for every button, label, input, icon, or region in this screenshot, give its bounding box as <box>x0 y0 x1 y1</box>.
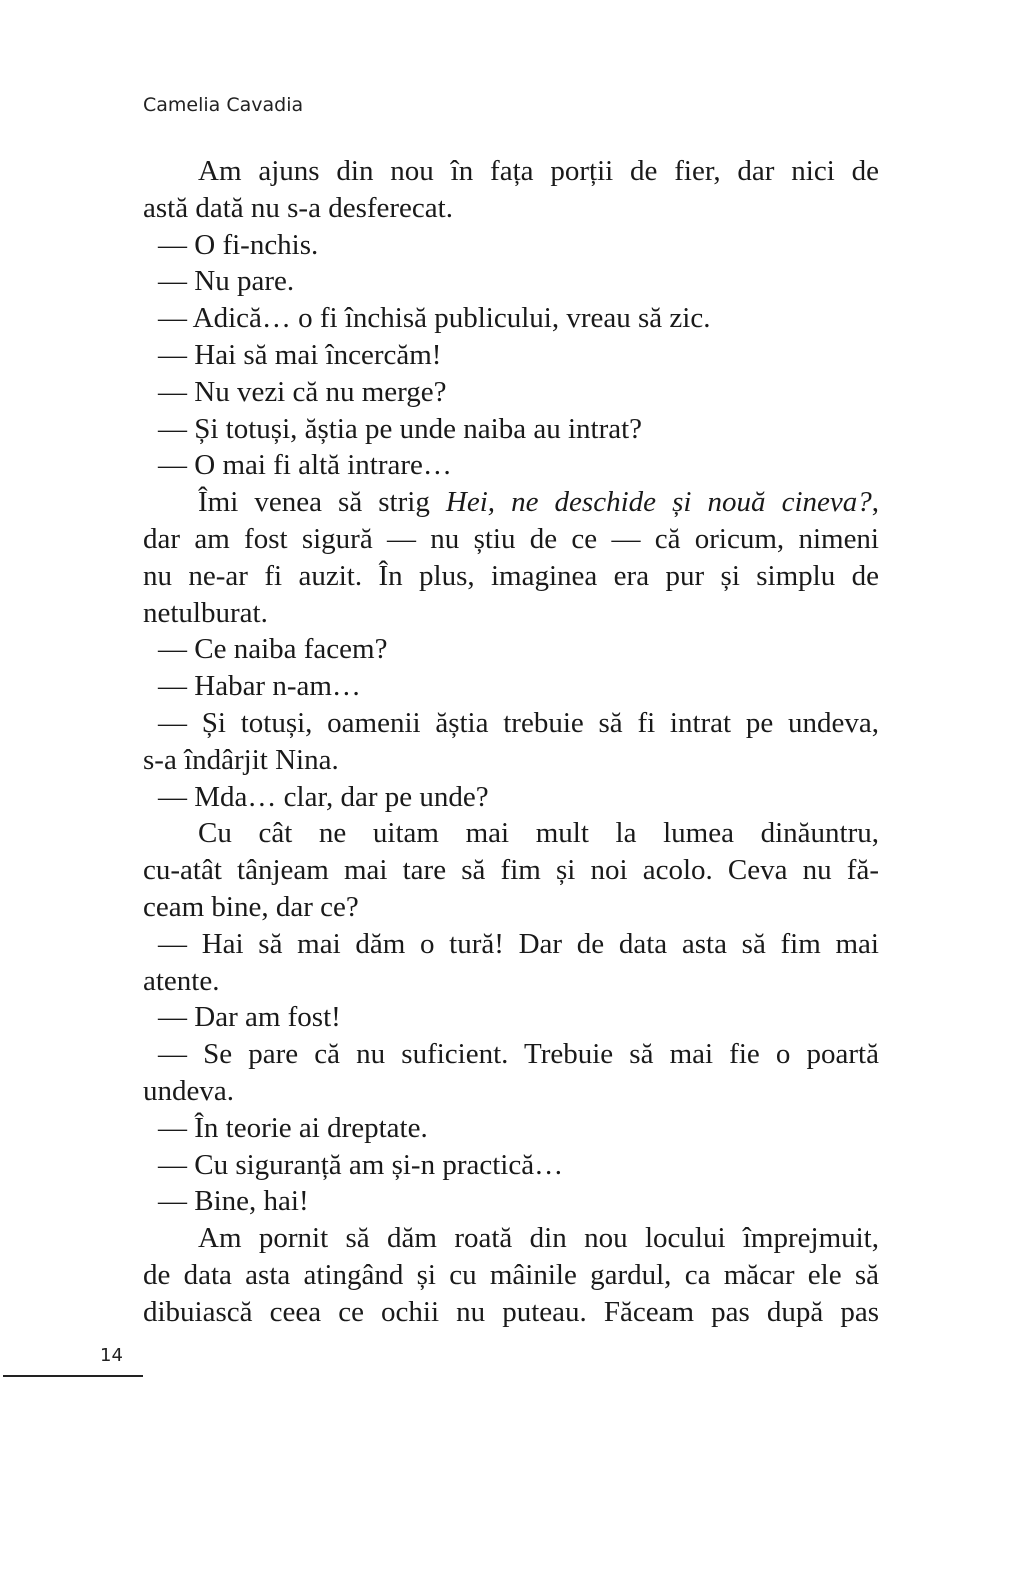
text-line: netulburat. <box>143 596 268 629</box>
text-line: Am ajuns din nou în fața porții de fier, dar nici de <box>198 155 879 187</box>
italic-phrase: Hei, ne deschide și nouă cineva? <box>445 486 872 519</box>
text-line: de data asta atingând și cu mâinile gardul, ca măcar ele să <box>143 1258 879 1291</box>
text-line: undeva. <box>143 1074 234 1107</box>
text-line: astă dată nu s-a desferecat. <box>143 191 453 224</box>
text-line: s-a îndârjit Nina. <box>143 743 339 776</box>
text-line: — Hai să mai dăm o tură! Dar de data asta să fim mai <box>158 927 879 960</box>
body-text <box>143 153 879 1331</box>
text-line: — Ce naiba facem? <box>158 633 388 666</box>
text-line: dar am fost sigură — nu știu de ce — că oricum, nimeni <box>143 522 879 555</box>
text-line: Am pornit să dăm roată din nou locului împrejmuit, <box>198 1222 879 1255</box>
text-line: nu ne-ar fi auzit. În plus, imaginea era pur și simplu de <box>143 559 879 592</box>
text-line: — Habar n-am… <box>158 670 361 703</box>
text-line: — În teorie ai dreptate. <box>158 1111 428 1144</box>
text-line: — Hai să mai încercăm! <box>158 338 442 371</box>
text-line: — Nu pare. <box>158 265 295 298</box>
text-line: dibuiască ceea ce ochii nu puteau. Făceam pas după pas <box>143 1295 879 1328</box>
text-line: cu-atât tânjeam mai tare să fim și noi acolo. Ceva nu fă- <box>143 854 879 887</box>
text-line: — Se pare că nu suficient. Trebuie să mai fie o poartă <box>158 1038 879 1071</box>
text-line: — Mda… clar, dar pe unde? <box>158 780 489 813</box>
page-number: 14 <box>100 1345 123 1366</box>
text-line: — Și totuși, oamenii ăștia trebuie să fi intrat pe undeva, <box>158 706 879 739</box>
text-segment: Îmi venea să strig <box>198 486 446 519</box>
text-line: ceam bine, dar ce? <box>143 890 359 923</box>
text-line: Cu cât ne uitam mai mult la lumea dinăuntru, <box>198 817 879 850</box>
text-line: — Cu siguranță am și-n practică… <box>158 1148 564 1181</box>
text-line: — Bine, hai! <box>158 1185 309 1218</box>
text-line: — Și totuși, ăștia pe unde naiba au intrat? <box>158 412 643 445</box>
running-head-author: Camelia Cavadia <box>143 94 304 116</box>
text-line: — Nu vezi că nu merge? <box>158 375 447 408</box>
text-line: — O fi-nchis. <box>158 228 319 261</box>
text-line: — Adică… o fi închisă publicului, vreau să zic. <box>158 302 711 335</box>
text-segment: , <box>871 486 879 519</box>
text-line: atente. <box>143 964 220 997</box>
text-line <box>143 484 879 521</box>
text-line: — O mai fi altă intrare… <box>158 449 452 482</box>
text-line: — Dar am fost! <box>158 1001 341 1034</box>
footer-rule <box>3 1375 143 1377</box>
